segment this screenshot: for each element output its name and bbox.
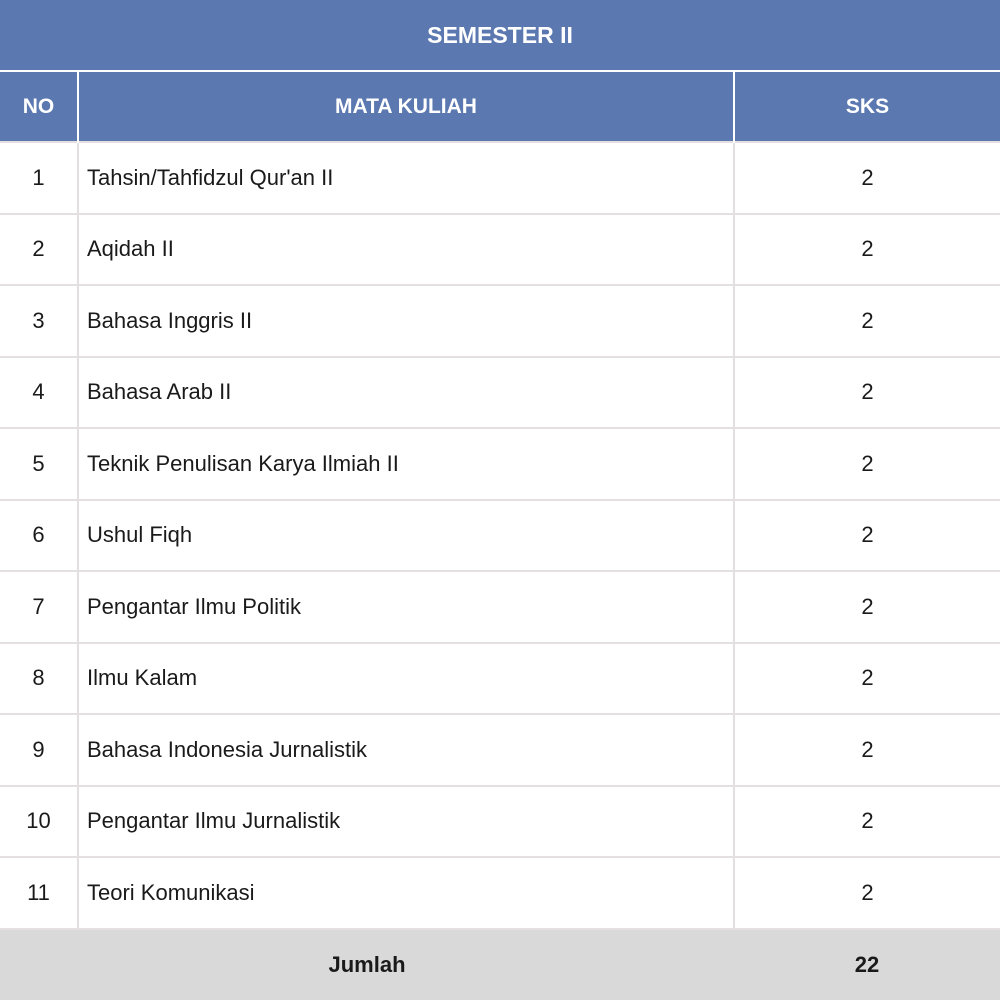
row-no: 4 xyxy=(0,357,78,429)
table-header-row xyxy=(0,71,1000,142)
row-sks: 2 xyxy=(734,786,1000,858)
row-mata-kuliah: Ushul Fiqh xyxy=(78,500,734,572)
table-total-row xyxy=(0,929,1000,1000)
row-mata-kuliah: Aqidah II xyxy=(78,214,734,286)
row-sks: 2 xyxy=(734,142,1000,214)
row-mata-kuliah: Teknik Penulisan Karya Ilmiah II xyxy=(78,428,734,500)
row-no: 6 xyxy=(0,500,78,572)
row-sks: 2 xyxy=(734,428,1000,500)
table-row xyxy=(0,214,1000,286)
header-sks: SKS xyxy=(734,71,1000,142)
row-no: 7 xyxy=(0,571,78,643)
row-mata-kuliah: Ilmu Kalam xyxy=(78,643,734,715)
row-mata-kuliah: Bahasa Arab II xyxy=(78,357,734,429)
row-no: 10 xyxy=(0,786,78,858)
row-no: 9 xyxy=(0,714,78,786)
total-label: Jumlah xyxy=(0,929,734,1000)
table-row xyxy=(0,714,1000,786)
total-value: 22 xyxy=(734,929,1000,1000)
table-row xyxy=(0,571,1000,643)
row-sks: 2 xyxy=(734,714,1000,786)
row-no: 11 xyxy=(0,857,78,929)
row-sks: 2 xyxy=(734,500,1000,572)
row-mata-kuliah: Teori Komunikasi xyxy=(78,857,734,929)
row-no: 1 xyxy=(0,142,78,214)
table-row xyxy=(0,857,1000,929)
table-row xyxy=(0,142,1000,214)
header-no: NO xyxy=(0,71,78,142)
row-no: 8 xyxy=(0,643,78,715)
table-row xyxy=(0,285,1000,357)
row-no: 2 xyxy=(0,214,78,286)
row-sks: 2 xyxy=(734,643,1000,715)
row-sks: 2 xyxy=(734,214,1000,286)
row-sks: 2 xyxy=(734,857,1000,929)
row-mata-kuliah: Pengantar Ilmu Jurnalistik xyxy=(78,786,734,858)
table-row xyxy=(0,500,1000,572)
table-row xyxy=(0,643,1000,715)
row-no: 3 xyxy=(0,285,78,357)
row-mata-kuliah: Pengantar Ilmu Politik xyxy=(78,571,734,643)
row-no: 5 xyxy=(0,428,78,500)
table-row xyxy=(0,357,1000,429)
table-row xyxy=(0,786,1000,858)
row-sks: 2 xyxy=(734,357,1000,429)
table-title: SEMESTER II xyxy=(0,0,1000,71)
row-mata-kuliah: Bahasa Indonesia Jurnalistik xyxy=(78,714,734,786)
table-title-row xyxy=(0,0,1000,71)
header-mata-kuliah: MATA KULIAH xyxy=(78,71,734,142)
row-sks: 2 xyxy=(734,285,1000,357)
row-sks: 2 xyxy=(734,571,1000,643)
row-mata-kuliah: Bahasa Inggris II xyxy=(78,285,734,357)
row-mata-kuliah: Tahsin/Tahfidzul Qur'an II xyxy=(78,142,734,214)
table-row xyxy=(0,428,1000,500)
